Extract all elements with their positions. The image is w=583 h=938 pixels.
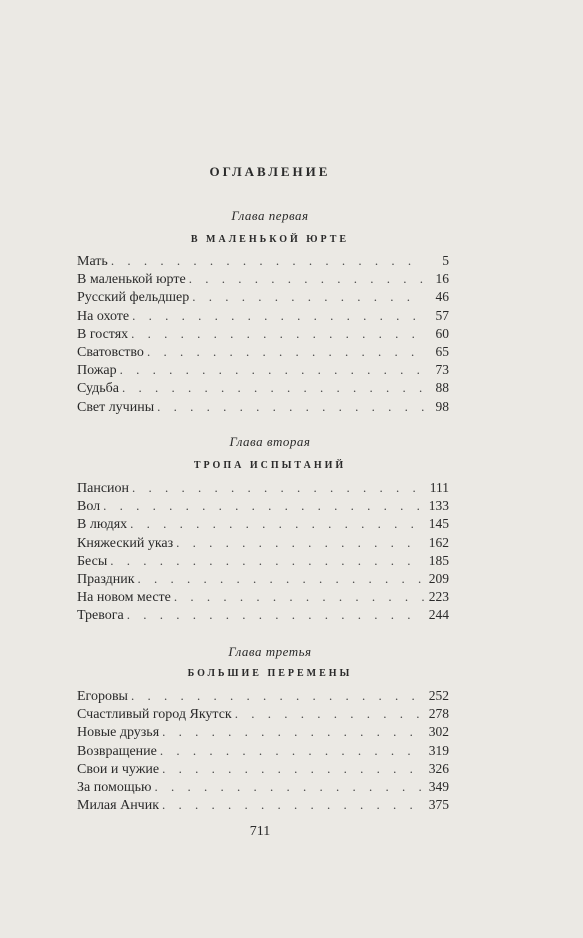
- entry-title: Егоровы: [77, 689, 128, 704]
- toc-entry[interactable]: [77, 552, 449, 570]
- entry-title: Бесы: [77, 553, 108, 569]
- page-number: 711: [249, 824, 271, 839]
- entry-page: 46: [435, 289, 449, 305]
- entry-page: 326: [428, 760, 449, 776]
- entry-page: 375: [428, 797, 449, 813]
- toc-entry[interactable]: [77, 796, 449, 814]
- entry-page: 5: [442, 253, 449, 268]
- dot-leader: [162, 760, 424, 778]
- toc-entry[interactable]: [77, 588, 449, 606]
- dot-leader: [127, 606, 424, 624]
- entry-title: Свет лучины: [77, 399, 155, 415]
- toc-entry[interactable]: [77, 760, 449, 778]
- dot-leader: [154, 778, 424, 796]
- dot-leader: [162, 723, 424, 741]
- entry-page: 252: [428, 688, 449, 703]
- chapter-label: Глава вторая: [229, 434, 311, 449]
- entry-title: Княжеский указ: [77, 535, 174, 551]
- entry-title: На охоте: [77, 308, 130, 324]
- toc-entry[interactable]: [77, 687, 449, 705]
- entry-title: В людях: [77, 517, 128, 533]
- entry-page: 319: [428, 742, 449, 758]
- chapter-heading: БОЛЬШИЕ ПЕРЕМЕНЫ: [187, 668, 353, 679]
- dot-leader: [122, 379, 424, 397]
- entry-page: 111: [429, 480, 449, 495]
- entry-page: 88: [435, 380, 449, 396]
- entry-page: 349: [428, 778, 449, 794]
- entry-title: Милая Анчик: [77, 798, 160, 814]
- entry-title: Пожар: [77, 363, 117, 379]
- toc-entry[interactable]: [77, 705, 449, 723]
- entry-title: Пансион: [77, 481, 130, 496]
- toc-entry[interactable]: [77, 778, 449, 796]
- entry-page: 278: [428, 706, 449, 722]
- dot-leader: [174, 588, 424, 606]
- dot-leader: [189, 270, 424, 288]
- dot-leader: [147, 343, 424, 361]
- chapter-entries: [77, 687, 449, 814]
- toc-entry[interactable]: [77, 252, 449, 270]
- dot-leader: [131, 325, 424, 343]
- toc-entry[interactable]: [77, 361, 449, 379]
- dot-leader: [130, 515, 424, 533]
- toc-entry[interactable]: [77, 270, 449, 288]
- dot-leader: [176, 534, 424, 552]
- entry-page: 209: [428, 570, 449, 586]
- chapter-entries: [77, 252, 449, 416]
- entry-page: 145: [428, 516, 449, 532]
- entry-page: 162: [428, 534, 449, 550]
- entry-title: В гостях: [77, 326, 129, 342]
- toc-entry[interactable]: [77, 288, 449, 306]
- entry-page: 244: [428, 607, 449, 623]
- toc-entry[interactable]: [77, 515, 449, 533]
- entry-page: 65: [435, 343, 449, 359]
- toc-entry[interactable]: [77, 497, 449, 515]
- toc-entry[interactable]: [77, 307, 449, 325]
- entry-title: Сватовство: [77, 344, 144, 360]
- entry-page: 57: [435, 307, 449, 323]
- dot-leader: [192, 288, 424, 306]
- toc-entry[interactable]: [77, 534, 449, 552]
- entry-page: 133: [428, 498, 449, 514]
- entry-page: 73: [435, 362, 449, 378]
- entry-title: Мать: [77, 254, 108, 269]
- dot-leader: [132, 307, 424, 325]
- toc-entry[interactable]: [77, 479, 449, 497]
- toc-entry[interactable]: [77, 570, 449, 588]
- entry-title: Свои и чужие: [77, 761, 160, 777]
- entry-title: Возвращение: [77, 743, 157, 759]
- dot-leader: [111, 252, 424, 270]
- toc-entry[interactable]: [77, 398, 449, 416]
- chapter-label: Глава третья: [228, 644, 312, 659]
- entry-title: Тревога: [77, 608, 124, 624]
- entry-title: Счастливый город Якутск: [77, 707, 232, 723]
- entry-page: 185: [428, 552, 449, 568]
- toc-entry[interactable]: [77, 325, 449, 343]
- dot-leader: [157, 398, 424, 416]
- chapter-heading: ТРОПА ИСПЫТАНИЙ: [193, 460, 347, 471]
- entry-page: 16: [435, 271, 449, 287]
- toc-entry[interactable]: [77, 742, 449, 760]
- chapter-label: Глава первая: [231, 208, 309, 223]
- chapter-heading: В МАЛЕНЬКОЙ ЮРТЕ: [190, 234, 350, 245]
- entry-title: Русский фельдшер: [77, 290, 190, 306]
- chapter-entries: [77, 479, 449, 625]
- dot-leader: [162, 796, 424, 814]
- entry-title: В маленькой юрте: [77, 272, 186, 288]
- dot-leader: [110, 552, 424, 570]
- dot-leader: [160, 742, 424, 760]
- toc-entry[interactable]: [77, 343, 449, 361]
- dot-leader: [138, 570, 424, 588]
- toc-entry[interactable]: [77, 723, 449, 741]
- entry-page: 302: [428, 724, 449, 740]
- entry-title: За помощью: [77, 779, 152, 795]
- entry-page: 60: [435, 325, 449, 341]
- dot-leader: [103, 497, 424, 515]
- entry-page: 223: [428, 589, 449, 605]
- dot-leader: [132, 479, 424, 497]
- toc-title: ОГЛАВЛЕНИЕ: [209, 164, 331, 179]
- dot-leader: [120, 361, 424, 379]
- entry-title: На новом месте: [77, 590, 171, 606]
- entry-title: Судьба: [77, 381, 119, 397]
- toc-entry[interactable]: [77, 606, 449, 624]
- dot-leader: [131, 687, 424, 705]
- toc-entry[interactable]: [77, 379, 449, 397]
- entry-title: Вол: [77, 499, 101, 515]
- entry-title: Новые друзья: [77, 725, 160, 741]
- entry-page: 98: [435, 398, 449, 414]
- entry-title: Праздник: [77, 571, 135, 587]
- dot-leader: [235, 705, 424, 723]
